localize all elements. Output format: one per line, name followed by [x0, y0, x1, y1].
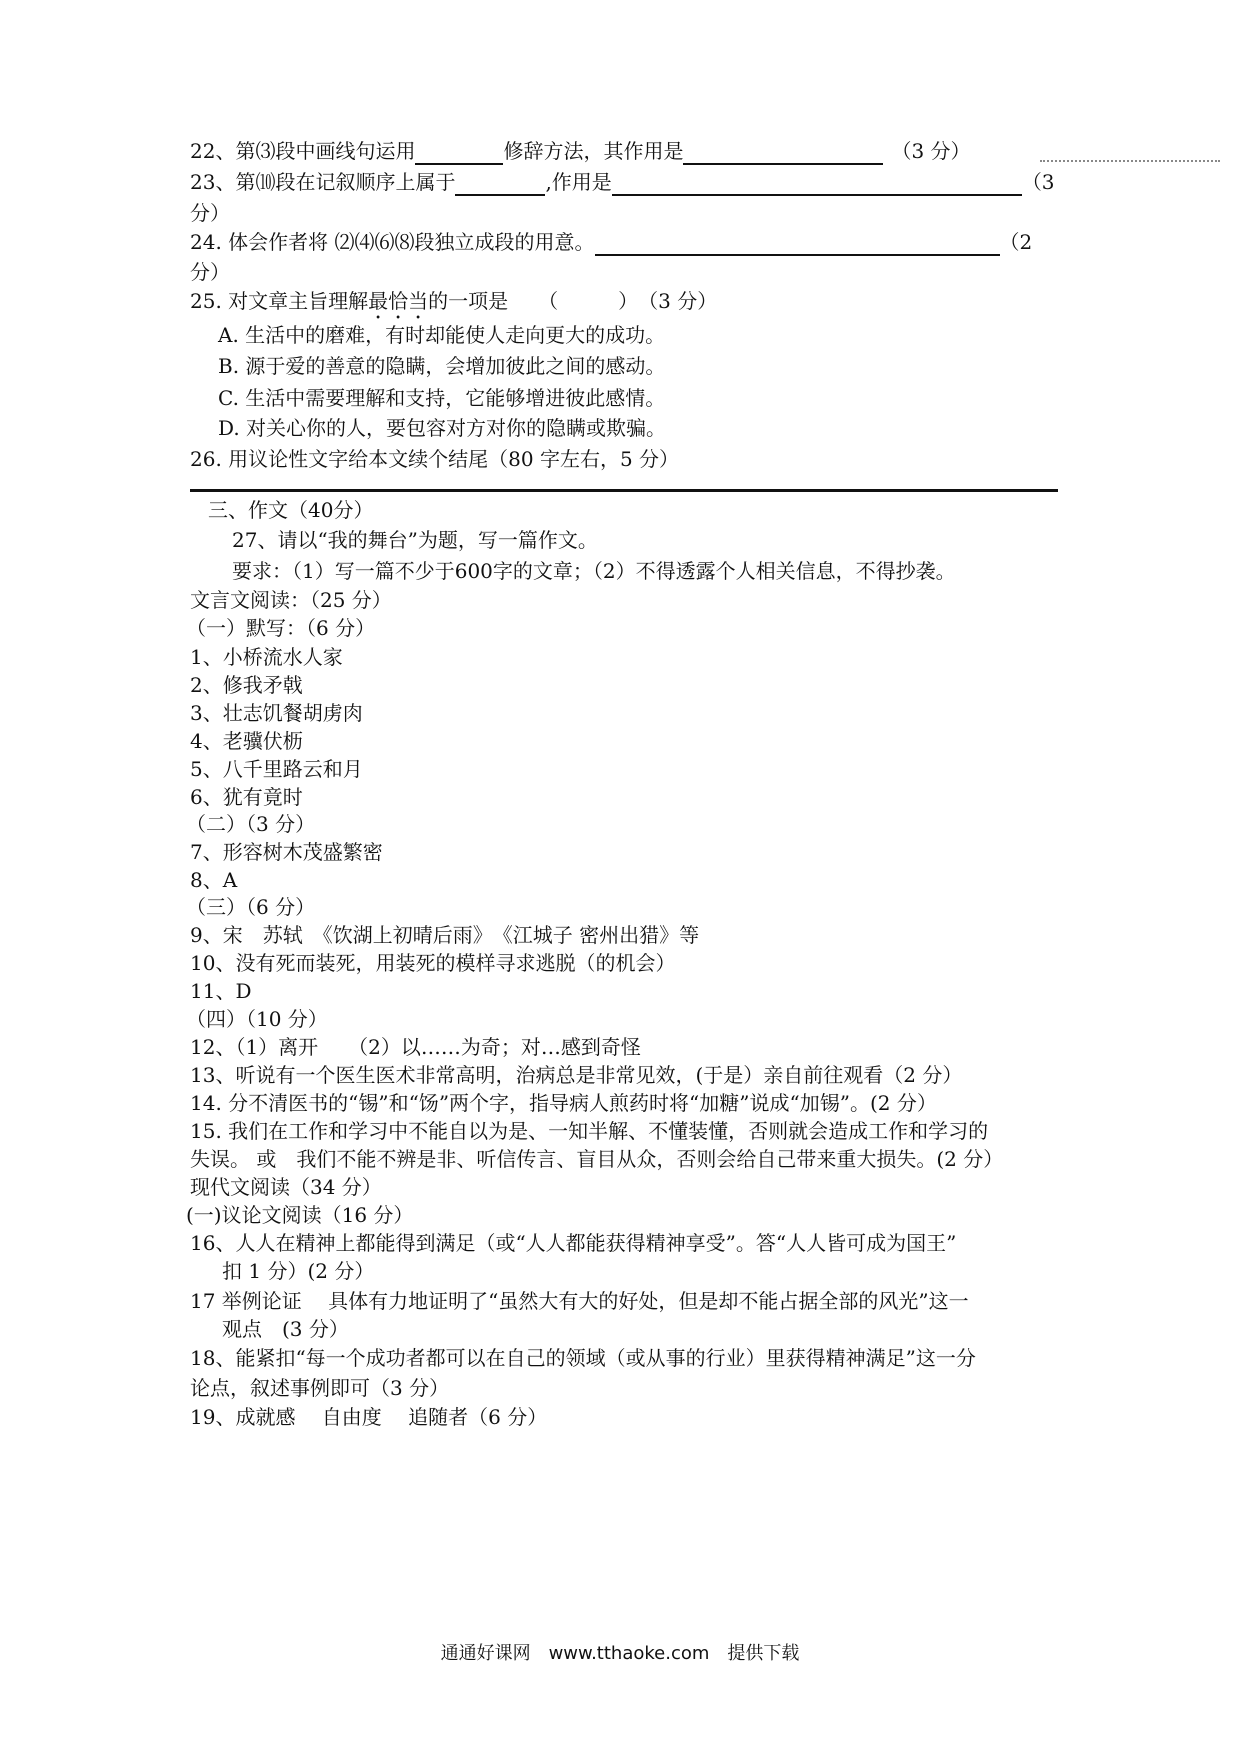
q24-text: 24. 体会作者将 ⑵⑷⑹⑻段独立成段的用意。 — [190, 230, 595, 254]
page-footer: 通通好课网 www.tthaoke.com 提供下载 — [440, 1643, 800, 1664]
answer-line-21: 失误。 或 我们不能不辨是非、听信传言、盲目从众，否则会给自己带来重大损失。(2 分） — [190, 1147, 1004, 1171]
answer-line-1: 文言文阅读：（25 分） — [190, 588, 392, 612]
essay-requirements: 要求：（1）写一篇不少于600字的文章；（2）不得透露个人相关信息，不得抄袭。 — [232, 559, 956, 583]
answer-line-9: （二）（3 分） — [186, 812, 316, 836]
q24-score: （2 — [999, 230, 1033, 254]
dotted-line — [1040, 160, 1220, 162]
answer-line — [190, 489, 1058, 492]
answer-line-20: 15. 我们在工作和学习中不能自以为是、一知半解、不懂装懂，否则就会造成工作和学习的 — [190, 1119, 989, 1143]
q25-option-a: A. 生活中的磨难，有时却能使人走向更大的成功。 — [218, 323, 666, 347]
question-24 — [190, 228, 1032, 256]
q23-text-b: ,作用是 — [545, 170, 612, 194]
q22-text-b: 修辞方法，其作用是 — [503, 139, 684, 163]
q24-score-cont: 分） — [190, 260, 230, 284]
q23-score: （3 — [1021, 170, 1055, 194]
answer-line-16: （四）（10 分） — [186, 1007, 328, 1031]
answer-line-5: 3、壮志饥餐胡虏肉 — [190, 701, 363, 725]
answer-line-26: 17 举例论证 具体有力地证明了“虽然大有大的好处，但是却不能占据全部的风光”这一 — [190, 1289, 969, 1313]
answer-line-28: 18、能紧扣“每一个成功者都可以在自己的领域（或从事的行业）里获得精神满足”这一分 — [190, 1346, 976, 1370]
answer-line-2: （一）默写：（6 分） — [186, 616, 376, 640]
q25-text-b: 的一项是 （ ） （3 分） — [428, 289, 718, 313]
answer-line-19: 14. 分不清医书的“锡”和“饧”两个字，指导病人煎药时将“加糖”说成“加锡”。(2 分） — [190, 1091, 937, 1115]
answer-blank — [612, 172, 1022, 196]
q23-score-cont: 分） — [190, 201, 230, 225]
answer-line-7: 5、八千里路云和月 — [190, 757, 363, 781]
answer-blank — [683, 141, 883, 165]
answer-line-11: 8、A — [190, 868, 238, 892]
answer-line-3: 1、小桥流水人家 — [190, 645, 343, 669]
answer-line-12: （三）（6 分） — [186, 895, 316, 919]
answer-line-14: 10、没有死而装死，用装死的模样寻求逃脱（的机会） — [190, 951, 676, 975]
essay-prompt: 27、请以“我的舞台”为题，写一篇作文。 — [232, 528, 598, 552]
answer-line-17: 12、（1）离开 （2）以……为奇；对…感到奇怪 — [190, 1035, 641, 1059]
answer-blank — [595, 232, 1000, 256]
q22-score: （3 分） — [891, 139, 971, 163]
answer-line-8: 6、犹有竟时 — [190, 785, 303, 809]
question-25 — [190, 287, 717, 324]
question-26: 26. 用议论性文字给本文续个结尾（80 字左右，5 分） — [190, 447, 680, 471]
q22-text-a: 22、第⑶段中画线句运用 — [190, 139, 416, 163]
q25-option-c: C. 生活中需要理解和支持，它能够增进彼此感情。 — [218, 386, 666, 410]
question-22 — [190, 137, 971, 165]
answer-line-27: 观点 (3 分） — [222, 1317, 349, 1341]
answer-line-30: 19、成就感 自由度 追随者（6 分） — [190, 1405, 548, 1429]
essay-heading: 三、作文（40分） — [208, 498, 374, 522]
answer-line-23: (一)议论文阅读（16 分） — [186, 1203, 414, 1227]
answer-line-10: 7、形容树木茂盛繁密 — [190, 840, 383, 864]
answer-blank — [455, 172, 545, 196]
q23-text-a: 23、第⑽段在记叙顺序上属于 — [190, 170, 456, 194]
answer-blank — [415, 141, 503, 165]
q25-option-d: D. 对关心你的人，要包容对方对你的隐瞒或欺骗。 — [218, 416, 667, 440]
answer-line-18: 13、听说有一个医生医术非常高明，治病总是非常见效，(于是）亲自前往观看（2 分） — [190, 1063, 963, 1087]
q25-option-b: B. 源于爱的善意的隐瞒，会增加彼此之间的感动。 — [218, 354, 666, 378]
question-23 — [190, 168, 1055, 196]
q25-emphasis: 最恰当 — [368, 289, 429, 313]
answer-line-29: 论点，叙述事例即可（3 分） — [190, 1376, 450, 1400]
q25-text-a: 25. 对文章主旨理解 — [190, 289, 369, 313]
answer-line-25: 扣 1 分）(2 分） — [222, 1259, 375, 1283]
answer-line-15: 11、D — [190, 979, 252, 1003]
answer-line-13: 9、宋 苏轼 《饮湖上初晴后雨》 《江城子 密州出猎》等 — [190, 923, 700, 947]
answer-line-22: 现代文阅读（34 分） — [190, 1175, 382, 1199]
answer-line-6: 4、老骥伏枥 — [190, 729, 303, 753]
answer-line-4: 2、修我矛戟 — [190, 673, 303, 697]
answer-line-24: 16、人人在精神上都能得到满足（或“人人都能获得精神享受”。答“人人皆可成为国王” — [190, 1231, 957, 1255]
